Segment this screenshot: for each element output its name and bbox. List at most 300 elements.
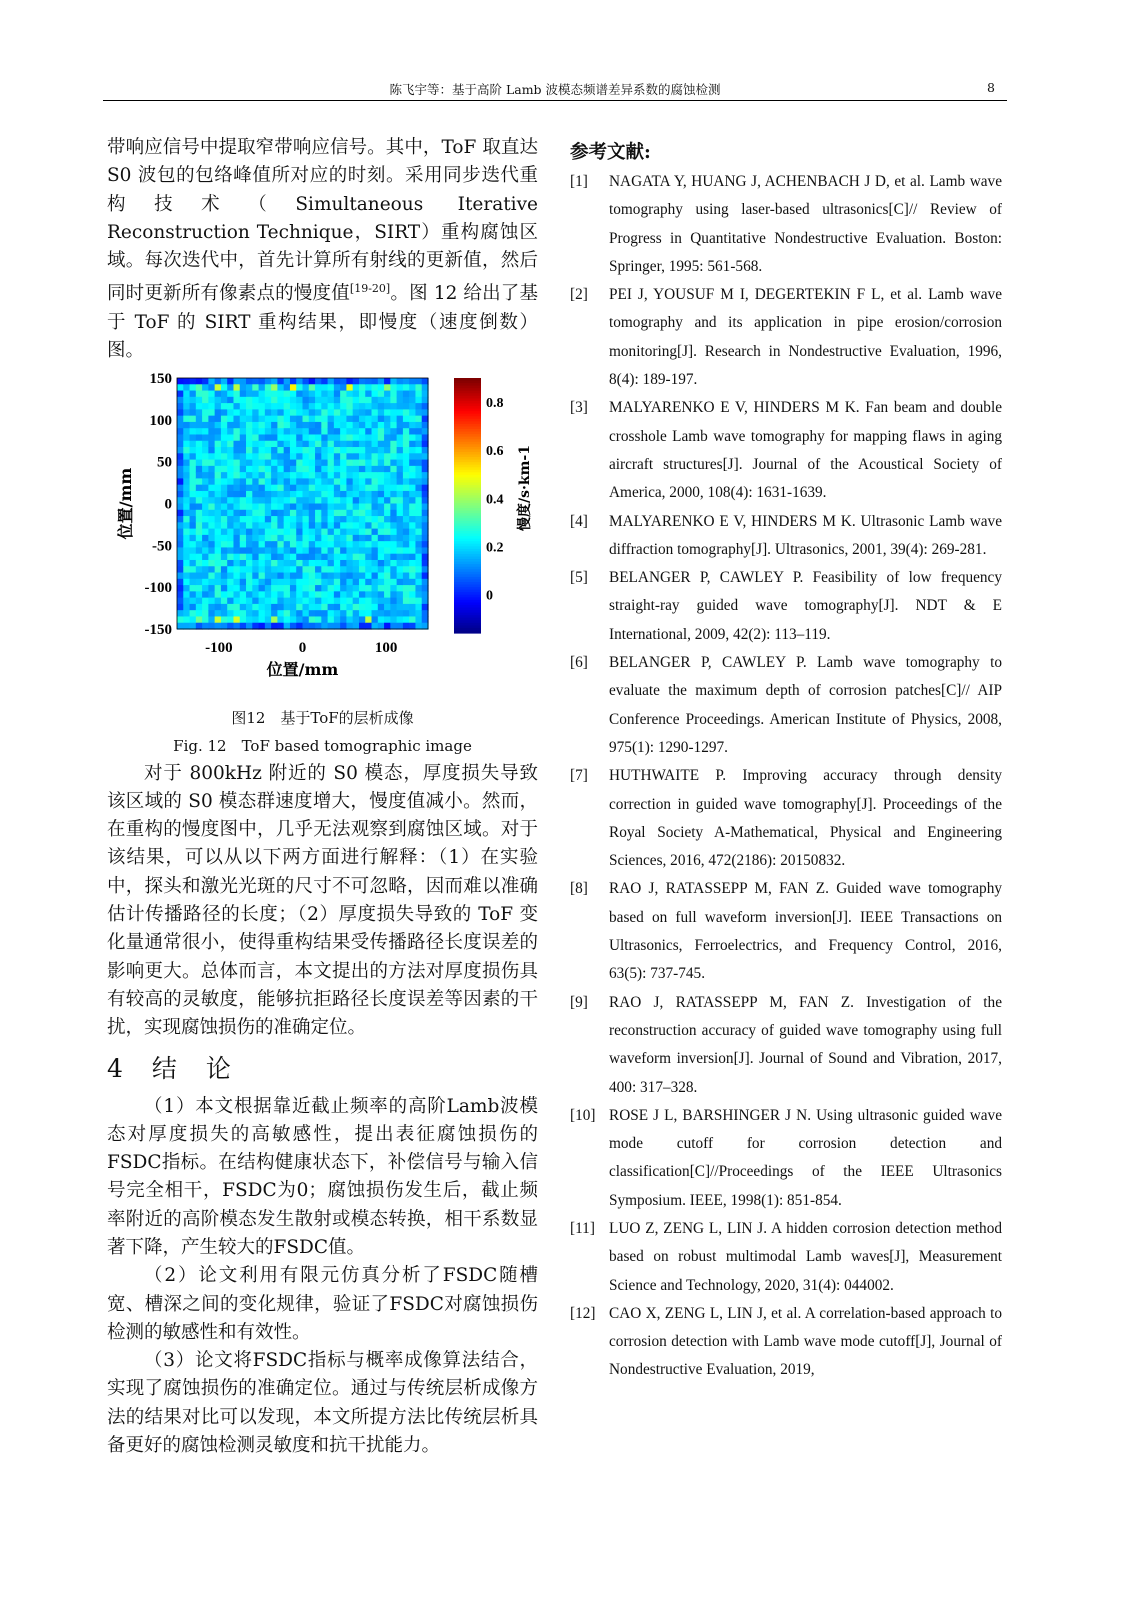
heatmap-cell <box>296 378 303 385</box>
heatmap-cell <box>259 478 266 485</box>
heatmap-cell <box>183 534 190 541</box>
heatmap-cell <box>271 622 278 629</box>
heatmap-cell <box>215 459 222 466</box>
heatmap-cell <box>353 497 360 504</box>
heatmap-cell <box>215 528 222 535</box>
heatmap-cell <box>372 396 379 403</box>
heatmap-cell <box>271 415 278 422</box>
heatmap-cell <box>397 403 404 410</box>
heatmap-cell <box>271 409 278 416</box>
heatmap-cell <box>359 522 366 529</box>
heatmap-cell <box>397 522 404 529</box>
heatmap-cell <box>378 528 385 535</box>
heatmap-cell <box>321 384 328 391</box>
heatmap-cell <box>353 591 360 598</box>
heatmap-cell <box>277 390 284 397</box>
heatmap-cell <box>309 516 316 523</box>
header-title: 陈飞宇等：基于高阶 Lamb 波模态频谱差异系数的腐蚀检测 <box>389 82 721 97</box>
heatmap-cell <box>265 547 272 554</box>
y-tick-label: -150 <box>144 621 172 638</box>
body-paragraph <box>107 134 538 366</box>
heatmap-cell <box>353 428 360 435</box>
heatmap-cell <box>397 516 404 523</box>
heatmap-cell <box>215 421 222 428</box>
heatmap-cell <box>271 560 278 567</box>
reference-text: CAO X, ZENG L, LIN J, et al. A correlation-based approach to corrosion detection with Lamb wave mode cutoff[J], Journal of Nondestructive Evaluation, 2019, <box>609 1304 1002 1379</box>
heatmap-cell <box>265 591 272 598</box>
reference-text: ROSE J L, BARSHINGER J N. Using ultrasonic guided wave mode cutoff for corrosion detection and classification[C]//Proceedings of the IEEE Ultrasonics Symposium. IEEE, 1998(1): 851-854. <box>609 1106 1002 1209</box>
heatmap-cell <box>397 484 404 491</box>
colorbar-tick-label: 0.2 <box>486 539 504 555</box>
reference-item <box>570 281 1002 394</box>
heatmap-cell <box>409 484 416 491</box>
heatmap-cell <box>309 390 316 397</box>
heatmap-cell <box>409 384 416 391</box>
heatmap-cell <box>359 560 366 567</box>
heatmap-cell <box>246 509 253 516</box>
heatmap-cell <box>177 541 184 548</box>
heatmap-cell <box>221 421 228 428</box>
heatmap-cell <box>334 428 341 435</box>
heatmap-cell <box>365 465 372 472</box>
heatmap-cell <box>284 534 291 541</box>
heatmap-cell <box>321 490 328 497</box>
reference-number: [5] <box>570 569 588 587</box>
heatmap-cell <box>227 428 234 435</box>
heatmap-cell <box>227 421 234 428</box>
heatmap-cell <box>353 560 360 567</box>
heatmap-cell <box>359 478 366 485</box>
heatmap-cell <box>353 465 360 472</box>
heatmap-cell <box>290 616 297 623</box>
heatmap-cell <box>409 409 416 416</box>
heatmap-cell <box>309 553 316 560</box>
heatmap-cell <box>303 572 310 579</box>
heatmap-cell <box>359 403 366 410</box>
reference-number: [1] <box>570 173 588 190</box>
heatmap-cell <box>403 503 410 510</box>
heatmap-cell <box>227 396 234 403</box>
heatmap-cell <box>397 421 404 428</box>
heatmap-cell <box>246 384 253 391</box>
heatmap-cell <box>321 484 328 491</box>
heatmap-cell <box>259 428 266 435</box>
heatmap-cell <box>240 541 247 548</box>
heatmap-cell <box>190 384 197 391</box>
heatmap-cell <box>397 440 404 447</box>
heatmap-cell <box>233 509 240 516</box>
heatmap-cell <box>353 503 360 510</box>
heatmap-cell <box>227 597 234 604</box>
heatmap-cell <box>196 378 203 385</box>
heatmap-cell <box>403 560 410 567</box>
reference-text: RAO J, RATASSEPP M, FAN Z. Investigation of the reconstruction accuracy of guided wave tomography using full waveform inversion[J]. Journal of Sound and Vibration, 2017, 400: 317–328. <box>609 993 1002 1096</box>
heatmap-cell <box>303 553 310 560</box>
heatmap-cell <box>384 484 391 491</box>
heatmap-cell <box>384 384 391 391</box>
heatmap-cell <box>215 472 222 479</box>
heatmap-cell <box>372 528 379 535</box>
heatmap-cell <box>190 572 197 579</box>
heatmap-cell <box>240 616 247 623</box>
heatmap-cell <box>303 560 310 567</box>
heatmap-cell <box>227 566 234 573</box>
heatmap-cell <box>246 421 253 428</box>
heatmap-cell <box>303 447 310 454</box>
heatmap-cell <box>353 597 360 604</box>
heatmap-cell <box>334 509 341 516</box>
heatmap-cell <box>208 484 215 491</box>
heatmap-cell <box>227 459 234 466</box>
heatmap-cell <box>315 459 322 466</box>
heatmap-cell <box>290 465 297 472</box>
heatmap-cell <box>290 597 297 604</box>
heatmap-cell <box>415 459 422 466</box>
heatmap-cell <box>303 591 310 598</box>
heatmap-cell <box>215 390 222 397</box>
heatmap-cell <box>183 415 190 422</box>
heatmap-cell <box>372 497 379 504</box>
reference-number: [6] <box>570 654 588 672</box>
heatmap-cell <box>265 572 272 579</box>
heatmap-cell <box>415 603 422 610</box>
heatmap-cell <box>190 478 197 485</box>
heatmap-cell <box>384 447 391 454</box>
heatmap-cell <box>277 541 284 548</box>
heatmap-cell <box>365 472 372 479</box>
heatmap-cell <box>246 616 253 623</box>
heatmap-cell <box>227 547 234 554</box>
heatmap-cell <box>378 390 385 397</box>
heatmap-cell <box>372 516 379 523</box>
heatmap-cell <box>409 428 416 435</box>
heatmap-cell <box>346 478 353 485</box>
heatmap-cell <box>246 409 253 416</box>
page-number: 8 <box>987 80 995 95</box>
heatmap-cell <box>296 447 303 454</box>
heatmap-cell <box>233 560 240 567</box>
heatmap-cell <box>303 516 310 523</box>
heatmap-cell <box>259 547 266 554</box>
heatmap-cell <box>359 516 366 523</box>
heatmap-cell <box>177 503 184 510</box>
heatmap-cell <box>177 522 184 529</box>
heatmap-cell <box>284 509 291 516</box>
heatmap-cell <box>321 390 328 397</box>
heatmap-cell <box>221 390 228 397</box>
heatmap-cell <box>359 484 366 491</box>
heatmap-cell <box>415 428 422 435</box>
reference-text: BELANGER P, CAWLEY P. Feasibility of low frequency straight-ray guided wave tomography[J]. NDT & E International, 2009, 42(2): 113–119. <box>609 569 1002 643</box>
heatmap-cell <box>346 553 353 560</box>
heatmap-cell <box>183 553 190 560</box>
heatmap-cell <box>277 409 284 416</box>
heatmap-cell <box>183 547 190 554</box>
heatmap-cell <box>359 447 366 454</box>
heatmap-cell <box>309 560 316 567</box>
heatmap-cell <box>328 447 335 454</box>
heatmap-cell <box>384 472 391 479</box>
heatmap-cell <box>309 522 316 529</box>
heatmap-cell <box>403 472 410 479</box>
heatmap-cell <box>346 378 353 385</box>
heatmap-cell <box>397 541 404 548</box>
heatmap-cell <box>177 528 184 535</box>
heatmap-cell <box>233 378 240 385</box>
heatmap-cell <box>415 434 422 441</box>
heatmap-cell <box>403 396 410 403</box>
heatmap-cell <box>353 585 360 592</box>
heatmap-cell <box>271 497 278 504</box>
heatmap-cell <box>372 553 379 560</box>
references-column <box>570 134 1002 1385</box>
heatmap-cell <box>183 472 190 479</box>
heatmap-cell <box>415 421 422 428</box>
heatmap-cell <box>202 622 209 629</box>
heatmap-cell <box>321 472 328 479</box>
heatmap-cell <box>233 409 240 416</box>
reference-number: [9] <box>570 993 588 1011</box>
heatmap-cell <box>215 465 222 472</box>
heatmap-cell <box>303 616 310 623</box>
heatmap-cell <box>340 622 347 629</box>
heatmap-cell <box>359 459 366 466</box>
heatmap-cell <box>346 585 353 592</box>
heatmap-cell <box>309 603 316 610</box>
heatmap-cell <box>265 541 272 548</box>
heatmap-cell <box>390 453 397 460</box>
heatmap-cell <box>340 534 347 541</box>
heatmap-cell <box>365 396 372 403</box>
heatmap-cell <box>334 459 341 466</box>
heatmap-cell <box>346 591 353 598</box>
heatmap-cell <box>252 528 259 535</box>
heatmap-cell <box>403 509 410 516</box>
heatmap-cell <box>196 421 203 428</box>
heatmap-cell <box>277 603 284 610</box>
heatmap-cell <box>403 591 410 598</box>
heatmap-cell <box>415 472 422 479</box>
heatmap-cell <box>334 465 341 472</box>
heatmap-cell <box>252 503 259 510</box>
heatmap-cell <box>365 447 372 454</box>
heatmap-cell <box>177 434 184 441</box>
heatmap-cell <box>397 378 404 385</box>
heatmap-cell <box>177 516 184 523</box>
heatmap-cell <box>346 465 353 472</box>
heatmap-cell <box>284 503 291 510</box>
heatmap-cell <box>346 447 353 454</box>
heatmap-cell <box>397 534 404 541</box>
heatmap-cell <box>422 547 429 554</box>
heatmap-cell <box>215 603 222 610</box>
heatmap-cell <box>265 497 272 504</box>
heatmap-cell <box>284 459 291 466</box>
heatmap-cell <box>334 403 341 410</box>
heatmap-cell <box>390 585 397 592</box>
heatmap-cell <box>221 378 228 385</box>
heatmap-cell <box>208 415 215 422</box>
heatmap-cell <box>215 572 222 579</box>
heatmap-cell <box>196 440 203 447</box>
heatmap-cell <box>334 572 341 579</box>
heatmap-cell <box>309 490 316 497</box>
heatmap-cell <box>240 453 247 460</box>
heatmap-cell <box>340 428 347 435</box>
heatmap-cell <box>296 560 303 567</box>
heatmap-cell <box>183 585 190 592</box>
heatmap-cell <box>227 541 234 548</box>
heatmap-cell <box>422 516 429 523</box>
heatmap-cell <box>196 465 203 472</box>
heatmap-cell <box>246 390 253 397</box>
heatmap-cell <box>353 459 360 466</box>
heatmap-cell <box>215 447 222 454</box>
heatmap-cell <box>328 384 335 391</box>
heatmap-cell <box>397 472 404 479</box>
heatmap-cell <box>334 440 341 447</box>
heatmap-cell <box>340 516 347 523</box>
heatmap-cell <box>196 509 203 516</box>
heatmap-cell <box>227 390 234 397</box>
heatmap-cell <box>378 440 385 447</box>
heatmap-cell <box>321 597 328 604</box>
heatmap-cell <box>409 509 416 516</box>
heatmap-cell <box>378 415 385 422</box>
heatmap-cell <box>372 484 379 491</box>
heatmap-cell <box>177 560 184 567</box>
heatmap-cell <box>246 516 253 523</box>
heatmap-cell <box>409 522 416 529</box>
heatmap-cell <box>240 528 247 535</box>
heatmap-cell <box>183 522 190 529</box>
heatmap-cell <box>265 453 272 460</box>
heatmap-cell <box>409 490 416 497</box>
heatmap-cell <box>277 560 284 567</box>
heatmap-cell <box>334 522 341 529</box>
heatmap-cell <box>365 585 372 592</box>
heatmap-cell <box>252 585 259 592</box>
heatmap-cell <box>208 578 215 585</box>
heatmap-cell <box>202 603 209 610</box>
heatmap-cell <box>277 465 284 472</box>
heatmap-cell <box>233 503 240 510</box>
heatmap-cell <box>340 459 347 466</box>
heatmap-cell <box>397 478 404 485</box>
heatmap-cell <box>202 503 209 510</box>
heatmap-cell <box>271 484 278 491</box>
heatmap-cell <box>290 440 297 447</box>
heatmap-cell <box>277 503 284 510</box>
heatmap-cell <box>259 541 266 548</box>
heatmap-cell <box>215 490 222 497</box>
heatmap-cell <box>346 396 353 403</box>
heatmap-cell <box>328 560 335 567</box>
heatmap-cell <box>233 396 240 403</box>
heatmap-cell <box>303 622 310 629</box>
heatmap-cell <box>208 534 215 541</box>
heatmap-cell <box>403 566 410 573</box>
heatmap-cell <box>221 603 228 610</box>
heatmap-cell <box>390 566 397 573</box>
heatmap-cell <box>359 434 366 441</box>
heatmap-cell <box>372 560 379 567</box>
heatmap-cell <box>372 378 379 385</box>
heatmap-cell <box>328 528 335 535</box>
heatmap-cell <box>296 591 303 598</box>
heatmap-cell <box>365 547 372 554</box>
heatmap-cell <box>340 566 347 573</box>
heatmap-cell <box>284 472 291 479</box>
heatmap-cell <box>309 484 316 491</box>
heatmap-cell <box>233 534 240 541</box>
heatmap-cell <box>259 597 266 604</box>
heatmap-cell <box>233 610 240 617</box>
heatmap-cell <box>315 472 322 479</box>
heatmap-cell <box>202 490 209 497</box>
heatmap-cell <box>271 421 278 428</box>
heatmap-cell <box>378 597 385 604</box>
heatmap-cell <box>177 447 184 454</box>
reference-text: NAGATA Y, HUANG J, ACHENBACH J D, et al. Lamb wave tomography using laser-based ultrasonics[C]// Review of Progress in Quantitative Nondestructive Evaluation. Boston: Springer, 1995: 561-568. <box>609 173 1002 275</box>
heatmap-cell <box>340 503 347 510</box>
heatmap-cell <box>265 478 272 485</box>
heatmap-cell <box>183 434 190 441</box>
heatmap-cell <box>328 610 335 617</box>
heatmap-cell <box>390 572 397 579</box>
heatmap-cell <box>233 390 240 397</box>
heatmap-cell <box>277 509 284 516</box>
heatmap-cell <box>390 503 397 510</box>
heatmap-cell <box>346 503 353 510</box>
heatmap-cell <box>303 465 310 472</box>
heatmap-cell <box>390 616 397 623</box>
heatmap-cell <box>397 572 404 579</box>
heatmap-cell <box>290 415 297 422</box>
heatmap-cell <box>309 497 316 504</box>
heatmap-cell <box>290 566 297 573</box>
heatmap-cell <box>196 497 203 504</box>
heatmap-cell <box>202 440 209 447</box>
heatmap-cell <box>233 578 240 585</box>
heatmap-cell <box>190 610 197 617</box>
heatmap-cell <box>390 522 397 529</box>
heatmap-cell <box>215 534 222 541</box>
heatmap-cell <box>240 440 247 447</box>
heatmap-cell <box>403 403 410 410</box>
heatmap-cell <box>415 578 422 585</box>
heatmap-cell <box>353 378 360 385</box>
heatmap-cell <box>196 547 203 554</box>
heatmap-cell <box>328 585 335 592</box>
heatmap-cell <box>321 453 328 460</box>
heatmap-cell <box>303 472 310 479</box>
heatmap-cell <box>284 434 291 441</box>
heatmap-cell <box>215 378 222 385</box>
heatmap-cell <box>221 622 228 629</box>
heatmap-cell <box>277 415 284 422</box>
heatmap-cell <box>334 409 341 416</box>
heatmap-cell <box>315 572 322 579</box>
heatmap-cell <box>208 403 215 410</box>
heatmap-cell <box>328 534 335 541</box>
heatmap-cell <box>252 516 259 523</box>
heatmap-cell <box>378 516 385 523</box>
heatmap-cell <box>277 403 284 410</box>
heatmap-cell <box>290 591 297 598</box>
heatmap-cell <box>422 610 429 617</box>
heatmap-cell <box>365 390 372 397</box>
